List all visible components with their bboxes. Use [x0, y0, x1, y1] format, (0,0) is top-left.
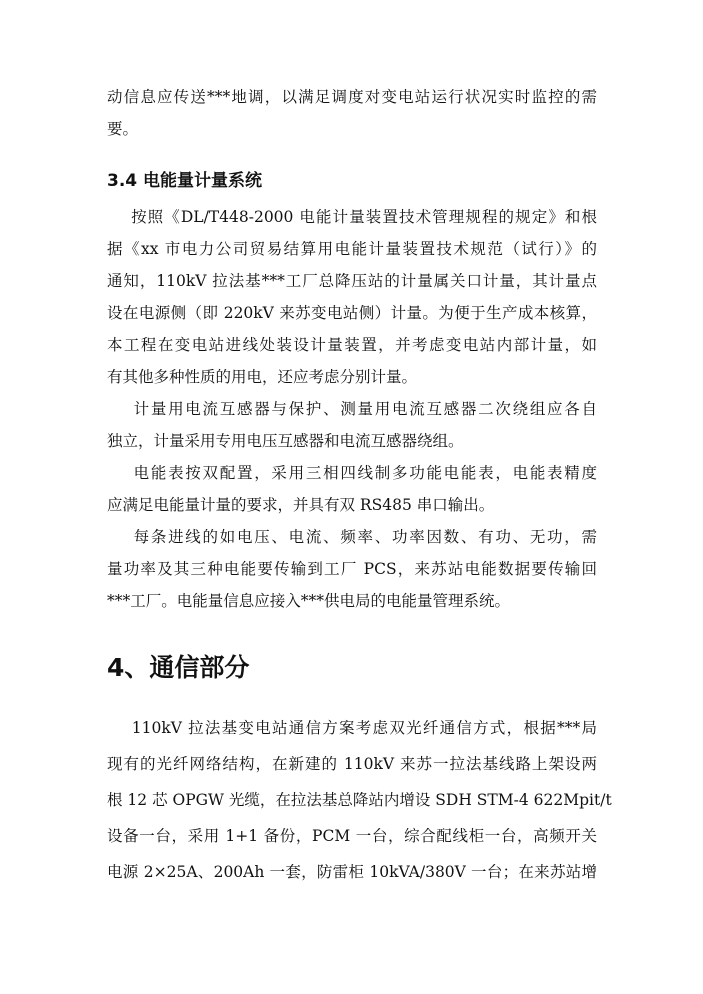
intro-line-1: 动信息应传送***地调，以满足调度对变电站运行状况实时监控的需: [107, 88, 597, 106]
section-3-4-heading: 3.4 电能量计量系统: [107, 171, 263, 191]
para-1-line-3: 通知，110kV 拉法基***工厂总降压站的计量属关口计量，其计量点: [107, 272, 597, 290]
para-5-line-4: 设备一台，采用 1+1 备份，PCM 一台，综合配线柜一台，高频开关: [107, 827, 597, 845]
para-1-line-4: 设在电源侧（即 220kV 来苏变电站侧）计量。为便于生产成本核算，: [107, 304, 597, 322]
para-2-line-1: 计量用电流互感器与保护、测量用电流互感器二次绕组应各自: [107, 400, 597, 418]
para-1-line-2: 据《xx 市电力公司贸易结算用电能计量装置技术规范（试行）》的: [107, 240, 597, 258]
para-3-line-1: 电能表按双配置，采用三相四线制多功能电能表，电能表精度: [107, 464, 597, 482]
para-4-line-2: 量功率及其三种电能要传输到工厂 PCS，来苏站电能数据要传输回: [107, 560, 597, 578]
para-5-line-5: 电源 2×25A、200Ah 一套，防雷柜 10kVA/380V 一台；在来苏站增: [107, 863, 597, 881]
para-5-line-3: 根 12 芯 OPGW 光缆，在拉法基总降站内增设 SDH STM-4 622Mpit/t: [107, 791, 612, 809]
para-4-line-1: 每条进线的如电压、电流、频率、功率因数、有功、无功，需: [107, 528, 597, 546]
para-1-line-6: 有其他多种性质的用电，还应考虑分别计量。: [107, 368, 418, 386]
para-3-line-2: 应满足电能量计量的要求，并具有双 RS485 串口输出。: [107, 496, 495, 514]
para-5-line-1: 110kV 拉法基变电站通信方案考虑双光纤通信方式，根据***局: [107, 719, 597, 737]
para-5-line-2: 现有的光纤网络结构，在新建的 110kV 来苏一拉法基线路上架设两: [107, 755, 597, 773]
para-1-line-1: 按照《DL/T448-2000 电能计量装置技术管理规程的规定》和根: [107, 208, 597, 226]
para-1-line-5: 本工程在变电站进线处装设计量装置，并考虑变电站内部计量，如: [107, 336, 597, 354]
intro-line-2: 要。: [107, 120, 139, 138]
para-2-line-2: 独立，计量采用专用电压互感器和电流互感器绕组。: [107, 432, 464, 450]
para-4-line-3: ***工厂。电能量信息应接入***供电局的电能量管理系统。: [107, 592, 511, 610]
section-4-heading: 4、通信部分: [107, 653, 250, 682]
